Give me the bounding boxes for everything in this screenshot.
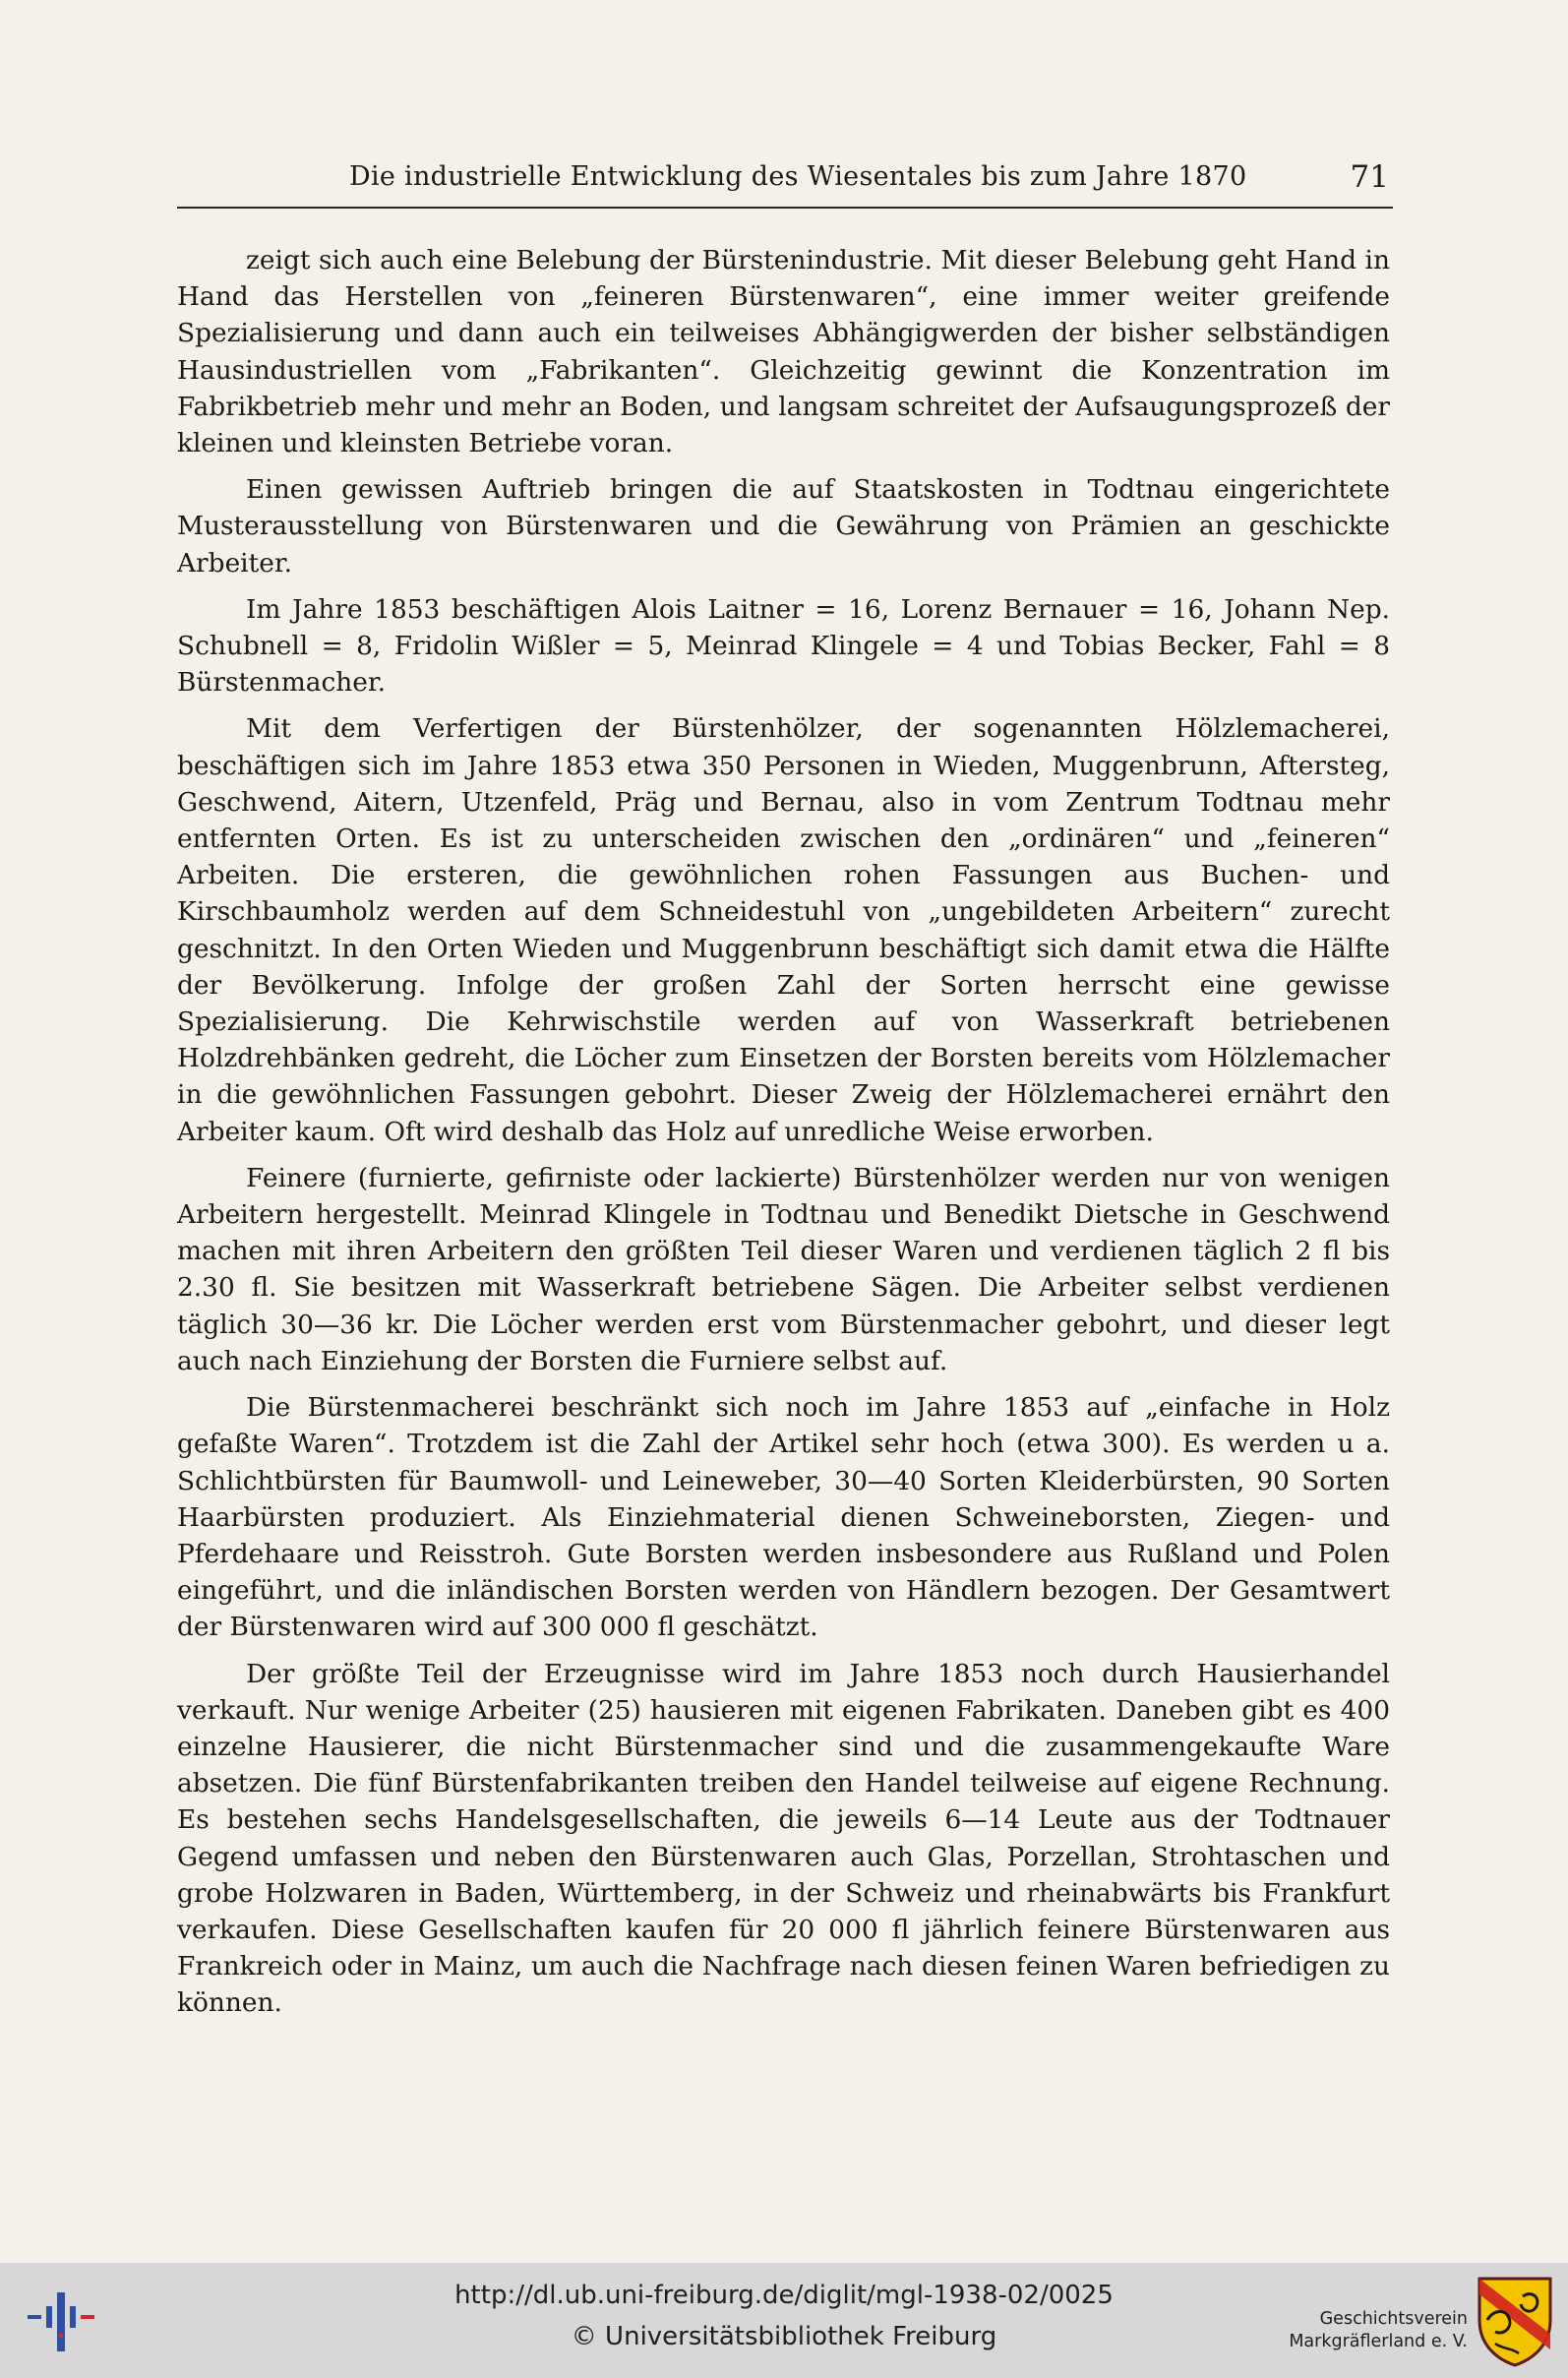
copyright-text: © Universitätsbibliothek Freiburg	[571, 2322, 997, 2351]
paragraph: Mit dem Verfertigen der Bürstenhölzer, der sogenannten Hölzlemacherei, beschäftigen sich im Jahre 1853 etwa 350 Personen in Wieden, Muggenbrunn, Aftersteg, Geschwend, Aitern, Utzenfeld, Präg und Bernau, also in vom Zentrum Todtnau mehr entfernten Orten. Es ist zu unterscheiden zwischen den „ordinären“ und „feineren“ Arbeiten. Die ersteren, die gewöhnlichen rohen Fassungen aus Buchen- und Kirschbaumholz werden auf dem Schneidestuhl von „ungebildeten Arbeitern“ zurecht geschnitzt. In den Orten Wieden und Muggenbrunn beschäftigt sich damit etwa die Hälfte der Bevölkerung. Infolge der großen Zahl der Sorten herrscht eine gewisse Spezialisierung. Die Kehrwischstile werden auf von Wasserkraft betriebenen Holzdrehbänken gedreht, die Löcher zum Einsetzen der Borsten bereits vom Hölzlemacher in die gewöhnlichen Fassungen gebohrt. Dieser Zweig der Hölzlemacherei ernährt den Arbeiter kaum. Oft wird deshalb das Holz auf unredliche Weise erworben.	[177, 713, 1390, 1147]
paragraph: Feinere (furnierte, gefirniste oder lackierte) Bürstenhölzer werden nur von wenigen Arbeitern hergestellt. Meinrad Klingele in Todtnau und Benedikt Dietsche in Geschwend machen mit ihren Arbeitern den größten Teil dieser Waren und verdienen täglich 2 fl bis 2.30 fl. Sie besitzen mit Wasserkraft betriebene Sägen. Die Arbeiter selbst verdienen täglich 30—36 kr. Die Löcher werden erst vom Bürstenmacher gebohrt, und dieser legt auch nach Einziehung der Borsten die Furniere selbst auf.	[177, 1162, 1390, 1376]
society-name	[1220, 2308, 1468, 2353]
running-head	[177, 161, 1393, 209]
coat-of-arms-icon	[1476, 2275, 1554, 2368]
paragraph: zeigt sich auch eine Belebung der Bürstenindustrie. Mit dieser Belebung geht Hand in Hand das Herstellen von „feineren Bürstenwaren“, eine immer weiter greifende Spezialisierung und dann auch ein teilweises Abhängigwerden der bisher selbständigen Hausindustriellen vom „Fabrikanten“. Gleichzeitig gewinnt die Konzentration im Fabrikbetrieb mehr und mehr an Boden, und langsam schreitet der Aufsaugungsprozeß der kleinen und kleinsten Betriebe voran.	[177, 245, 1390, 459]
paragraph: Im Jahre 1853 beschäftigen Alois Laitner = 16, Lorenz Bernauer = 16, Johann Nep. Schubnell = 8, Fridolin Wißler = 5, Meinrad Klingele = 4 und Tobias Becker, Fahl = 8 Bürstenmacher.	[177, 593, 1390, 699]
paragraph: Einen gewissen Auftrieb bringen die auf Staatskosten in Todtnau eingerichtete Musterausstellung von Bürstenwaren und die Gewährung von Prämien an geschickte Arbeiter.	[177, 474, 1390, 579]
viewer-footer	[0, 2263, 1568, 2378]
permalink-url[interactable]: http://dl.ub.uni-freiburg.de/diglit/mgl-1938-02/0025	[454, 2281, 1114, 2310]
paragraph: Der größte Teil der Erzeugnisse wird im Jahre 1853 noch durch Hausierhandel verkauft. Nur wenige Arbeiter (25) hausieren mit eigenen Fabrikaten. Daneben gibt es 400 einzelne Hausierer, die nicht Bürstenmacher sind und die zusammengekaufte Ware absetzen. Die fünf Bürstenfabrikanten treiben den Handel teilweise auf eigene Rechnung. Es bestehen sechs Handelsgesellschaften, die jeweils 6—14 Leute aus der Todtnauer Gegend umfassen und neben den Bürstenwaren auch Glas, Porzellan, Strohtaschen und grobe Holzwaren in Baden, Württemberg, in der Schweiz und rheinabwärts bis Frankfurt verkaufen. Diese Gesellschaften kaufen für 20 000 fl jährlich feinere Bürstenwaren aus Frankreich oder in Mainz, um auch die Nachfrage nach diesen feinen Waren befriedigen zu können.	[177, 1658, 1390, 2019]
society-line: Geschichtsverein	[1319, 2309, 1468, 2329]
running-title: Die industrielle Entwicklung des Wiesentales bis zum Jahre 1870	[349, 161, 1247, 192]
paragraph: Die Bürstenmacherei beschränkt sich noch im Jahre 1853 auf „einfache in Holz gefaßte Waren“. Trotzdem ist die Zahl der Artikel sehr hoch (etwa 300). Es werden u a. Schlichtbürsten für Baumwoll- und Leineweber, 30—40 Sorten Kleiderbürsten, 90 Sorten Haarbürsten produziert. Als Einziehmaterial dienen Schweineborsten, Ziegen- und Pferdehaare und Reisstroh. Gute Borsten werden insbesondere aus Rußland und Polen eingeführt, und die inländischen Borsten werden von Händlern bezogen. Der Gesamtwert der Bürstenwaren wird auf 300 000 fl geschätzt.	[177, 1392, 1390, 1643]
society-line: Markgräflerland e. V.	[1289, 2332, 1468, 2351]
page-number: 71	[1350, 159, 1389, 195]
body-text	[177, 242, 1390, 2022]
